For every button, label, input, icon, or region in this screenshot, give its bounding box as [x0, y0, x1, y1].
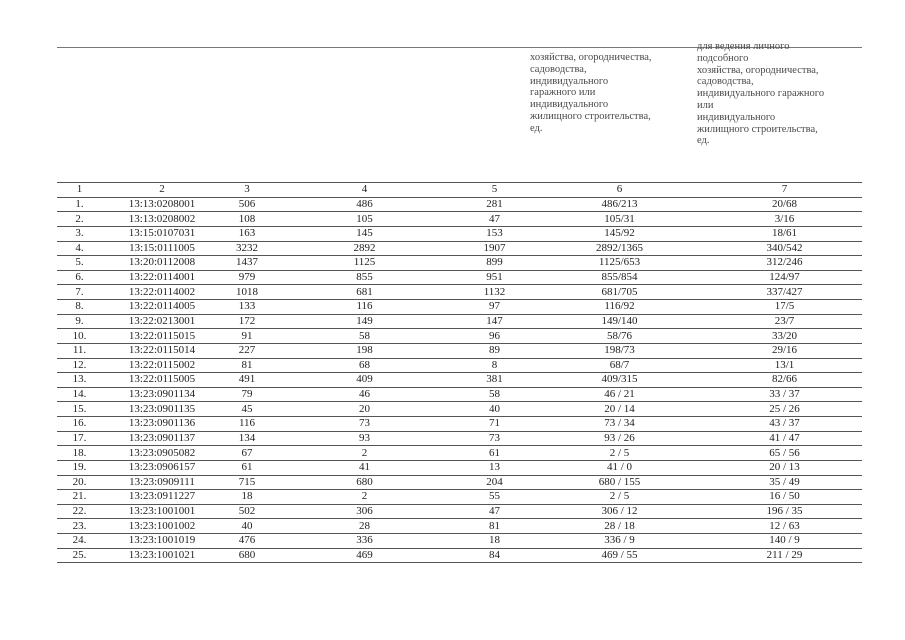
header-line: индивидуального [530, 99, 609, 111]
table-cell: 8. [57, 300, 102, 315]
table-cell: 5. [57, 256, 102, 271]
table-cell: 15. [57, 402, 102, 417]
table-cell: 33 / 37 [707, 387, 862, 402]
table-cell: 149 [272, 314, 457, 329]
table-cell: 116 [222, 417, 272, 432]
table-row [57, 285, 862, 300]
table-cell: 82/66 [707, 373, 862, 388]
table-cell: 105 [272, 212, 457, 227]
table-cell: 61 [457, 446, 532, 461]
table-row [57, 343, 862, 358]
table-cell: 681 [272, 285, 457, 300]
table-row [57, 402, 862, 417]
table-cell: 2 [272, 490, 457, 505]
table-cell: 13:13:0208002 [102, 212, 222, 227]
table-cell: 145/92 [532, 226, 707, 241]
table-cell: 96 [457, 329, 532, 344]
table-cell: 93 [272, 431, 457, 446]
header-line: ед. [530, 122, 543, 134]
column-number-cell: 3 [222, 183, 272, 198]
table-cell: 13:15:0107031 [102, 226, 222, 241]
table-cell: 18/61 [707, 226, 862, 241]
table-cell: 71 [457, 417, 532, 432]
table-cell: 337/427 [707, 285, 862, 300]
table-cell: 13:20:0112008 [102, 256, 222, 271]
table-cell: 340/542 [707, 241, 862, 256]
table-cell: 21. [57, 490, 102, 505]
table-cell: 3232 [222, 241, 272, 256]
header-line: жилищного строительства, [697, 123, 818, 135]
column-number-cell: 2 [102, 183, 222, 198]
table-cell: 2 / 5 [532, 490, 707, 505]
table-row [57, 446, 862, 461]
table-cell: 680 [272, 475, 457, 490]
table-cell: 13:23:0901137 [102, 431, 222, 446]
table-cell: 7. [57, 285, 102, 300]
table-cell: 502 [222, 504, 272, 519]
table-cell: 13:15:0111005 [102, 241, 222, 256]
table-cell: 855 [272, 270, 457, 285]
table-cell: 281 [457, 197, 532, 212]
header-line: подсобного [697, 52, 749, 64]
table-cell: 28 / 18 [532, 519, 707, 534]
table-body [57, 183, 862, 563]
column-number-row [57, 183, 862, 198]
table-cell: 2 [272, 446, 457, 461]
header-line: для ведения личного [697, 41, 790, 52]
table-cell: 17/5 [707, 300, 862, 315]
table-row [57, 256, 862, 271]
table-cell: 47 [457, 212, 532, 227]
table-cell: 13:22:0114002 [102, 285, 222, 300]
table-cell: 73 / 34 [532, 417, 707, 432]
table-cell: 116 [272, 300, 457, 315]
column-number-cell: 5 [457, 183, 532, 198]
table-row [57, 387, 862, 402]
table-cell: 13:22:0114001 [102, 270, 222, 285]
table-cell: 41 / 47 [707, 431, 862, 446]
table-cell: 172 [222, 314, 272, 329]
table-cell: 13:23:1001019 [102, 534, 222, 549]
table-cell: 211 / 29 [707, 548, 862, 563]
table-cell: 58/76 [532, 329, 707, 344]
table-cell: 9. [57, 314, 102, 329]
table-cell: 196 / 35 [707, 504, 862, 519]
table-cell: 134 [222, 431, 272, 446]
table-cell: 13:23:1001001 [102, 504, 222, 519]
table-cell: 47 [457, 504, 532, 519]
table-row [57, 226, 862, 241]
table-cell: 680 [222, 548, 272, 563]
table-cell: 40 [222, 519, 272, 534]
table-row [57, 197, 862, 212]
table-cell: 491 [222, 373, 272, 388]
table-row [57, 519, 862, 534]
header-line: хозяйства, огородничества, [697, 64, 819, 76]
table-cell: 89 [457, 343, 532, 358]
table-cell: 198/73 [532, 343, 707, 358]
table-cell: 16 / 50 [707, 490, 862, 505]
table-cell: 133 [222, 300, 272, 315]
table-cell: 855/854 [532, 270, 707, 285]
table-row [57, 417, 862, 432]
table-cell: 13:13:0208001 [102, 197, 222, 212]
table-cell: 8 [457, 358, 532, 373]
table-cell: 1. [57, 197, 102, 212]
column-number-cell: 6 [532, 183, 707, 198]
table-cell: 17. [57, 431, 102, 446]
table-cell: 3/16 [707, 212, 862, 227]
table-cell: 81 [222, 358, 272, 373]
table-cell: 41 [272, 460, 457, 475]
table-cell: 116/92 [532, 300, 707, 315]
table-cell: 204 [457, 475, 532, 490]
header-line: или [697, 99, 714, 111]
table-cell: 105/31 [532, 212, 707, 227]
table-cell: 381 [457, 373, 532, 388]
table-cell: 409/315 [532, 373, 707, 388]
table-cell: 899 [457, 256, 532, 271]
table-cell: 93 / 26 [532, 431, 707, 446]
table-cell: 13 [457, 460, 532, 475]
table-cell: 506 [222, 197, 272, 212]
table-cell: 68 [272, 358, 457, 373]
table-cell: 13:23:1001002 [102, 519, 222, 534]
table-cell: 409 [272, 373, 457, 388]
column-6-header [530, 52, 688, 135]
table-cell: 1125/653 [532, 256, 707, 271]
table-row [57, 241, 862, 256]
table-row [57, 548, 862, 563]
header-line: индивидуального гаражного [697, 88, 825, 100]
table-cell: 681/705 [532, 285, 707, 300]
table-cell: 306 / 12 [532, 504, 707, 519]
table-cell: 67 [222, 446, 272, 461]
table-cell: 4. [57, 241, 102, 256]
table-cell: 73 [272, 417, 457, 432]
table-row [57, 504, 862, 519]
table-row [57, 300, 862, 315]
table-cell: 476 [222, 534, 272, 549]
table-cell: 12. [57, 358, 102, 373]
header-line: индивидуального [697, 111, 776, 123]
table-cell: 16. [57, 417, 102, 432]
table-cell: 46 / 21 [532, 387, 707, 402]
table-cell: 140 / 9 [707, 534, 862, 549]
table-cell: 13:23:0911227 [102, 490, 222, 505]
table-cell: 145 [272, 226, 457, 241]
table-cell: 18 [222, 490, 272, 505]
table-row [57, 490, 862, 505]
table-cell: 2. [57, 212, 102, 227]
table-row [57, 358, 862, 373]
table-cell: 13:22:0115005 [102, 373, 222, 388]
table-cell: 306 [272, 504, 457, 519]
table-cell: 65 / 56 [707, 446, 862, 461]
table-cell: 11. [57, 343, 102, 358]
table-cell: 22. [57, 504, 102, 519]
table-cell: 469 [272, 548, 457, 563]
table-cell: 23. [57, 519, 102, 534]
table-cell: 336 [272, 534, 457, 549]
table-row [57, 329, 862, 344]
table-cell: 108 [222, 212, 272, 227]
table-row [57, 373, 862, 388]
table-cell: 13:22:0115015 [102, 329, 222, 344]
table-cell: 951 [457, 270, 532, 285]
table-cell: 680 / 155 [532, 475, 707, 490]
table-cell: 13/1 [707, 358, 862, 373]
table-cell: 3. [57, 226, 102, 241]
table-cell: 312/246 [707, 256, 862, 271]
table-cell: 13:22:0115002 [102, 358, 222, 373]
table-row [57, 475, 862, 490]
table-cell: 13:22:0213001 [102, 314, 222, 329]
table-row [57, 460, 862, 475]
table-cell: 227 [222, 343, 272, 358]
table-cell: 2892/1365 [532, 241, 707, 256]
table-cell: 13. [57, 373, 102, 388]
table-cell: 55 [457, 490, 532, 505]
table-cell: 20 / 13 [707, 460, 862, 475]
table-cell: 1125 [272, 256, 457, 271]
column-7-header [697, 41, 865, 147]
table-cell: 28 [272, 519, 457, 534]
table-cell: 1018 [222, 285, 272, 300]
table-cell: 18. [57, 446, 102, 461]
header-line: жилищного строительства, [530, 110, 651, 122]
table-row [57, 534, 862, 549]
table-cell: 20 [272, 402, 457, 417]
table-cell: 45 [222, 402, 272, 417]
table-cell: 163 [222, 226, 272, 241]
table-cell: 153 [457, 226, 532, 241]
table-cell: 18 [457, 534, 532, 549]
table-row [57, 314, 862, 329]
table-cell: 2892 [272, 241, 457, 256]
table-cell: 91 [222, 329, 272, 344]
table-cell: 24. [57, 534, 102, 549]
table-cell: 13:23:0905082 [102, 446, 222, 461]
table-cell: 35 / 49 [707, 475, 862, 490]
header-line: садоводства, [697, 76, 754, 88]
table-cell: 33/20 [707, 329, 862, 344]
table-cell: 73 [457, 431, 532, 446]
table-cell: 20/68 [707, 197, 862, 212]
table-row [57, 431, 862, 446]
header-line: ед. [697, 135, 710, 147]
column-number-cell: 1 [57, 183, 102, 198]
table-cell: 46 [272, 387, 457, 402]
table-cell: 25. [57, 548, 102, 563]
table-cell: 1132 [457, 285, 532, 300]
table-cell: 79 [222, 387, 272, 402]
table-cell: 979 [222, 270, 272, 285]
table-cell: 58 [272, 329, 457, 344]
table-cell: 13:23:0901134 [102, 387, 222, 402]
table-cell: 2 / 5 [532, 446, 707, 461]
table-cell: 13:23:1001021 [102, 548, 222, 563]
column-number-cell: 4 [272, 183, 457, 198]
table-cell: 6. [57, 270, 102, 285]
table-cell: 149/140 [532, 314, 707, 329]
table-cell: 41 / 0 [532, 460, 707, 475]
column-number-cell: 7 [707, 183, 862, 198]
table-cell: 20 / 14 [532, 402, 707, 417]
table-cell: 13:23:0901136 [102, 417, 222, 432]
table-cell: 715 [222, 475, 272, 490]
table-cell: 1437 [222, 256, 272, 271]
table-cell: 84 [457, 548, 532, 563]
table-cell: 486/213 [532, 197, 707, 212]
table-cell: 25 / 26 [707, 402, 862, 417]
header-line: индивидуального [530, 75, 609, 87]
table-cell: 20. [57, 475, 102, 490]
table-cell: 81 [457, 519, 532, 534]
table-cell: 1907 [457, 241, 532, 256]
header-line: садоводства, [530, 63, 587, 75]
table-cell: 14. [57, 387, 102, 402]
table-cell: 147 [457, 314, 532, 329]
table-cell: 124/97 [707, 270, 862, 285]
table-cell: 97 [457, 300, 532, 315]
table-cell: 198 [272, 343, 457, 358]
table-cell: 13:23:0906157 [102, 460, 222, 475]
table-cell: 486 [272, 197, 457, 212]
table-cell: 29/16 [707, 343, 862, 358]
table-row [57, 270, 862, 285]
header-line: гаражного или [530, 87, 596, 99]
table-cell: 13:22:0115014 [102, 343, 222, 358]
table-cell: 58 [457, 387, 532, 402]
table-cell: 40 [457, 402, 532, 417]
table-cell: 336 / 9 [532, 534, 707, 549]
table-cell: 43 / 37 [707, 417, 862, 432]
table-cell: 13:23:0909111 [102, 475, 222, 490]
table-cell: 13:23:0901135 [102, 402, 222, 417]
table-cell: 61 [222, 460, 272, 475]
table-cell: 10. [57, 329, 102, 344]
table-cell: 23/7 [707, 314, 862, 329]
table-cell: 68/7 [532, 358, 707, 373]
table-cell: 469 / 55 [532, 548, 707, 563]
table-cell: 12 / 63 [707, 519, 862, 534]
table-row [57, 212, 862, 227]
data-table [57, 182, 862, 563]
table-cell: 13:22:0114005 [102, 300, 222, 315]
header-line: хозяйства, огородничества, [530, 52, 652, 63]
table-cell: 19. [57, 460, 102, 475]
